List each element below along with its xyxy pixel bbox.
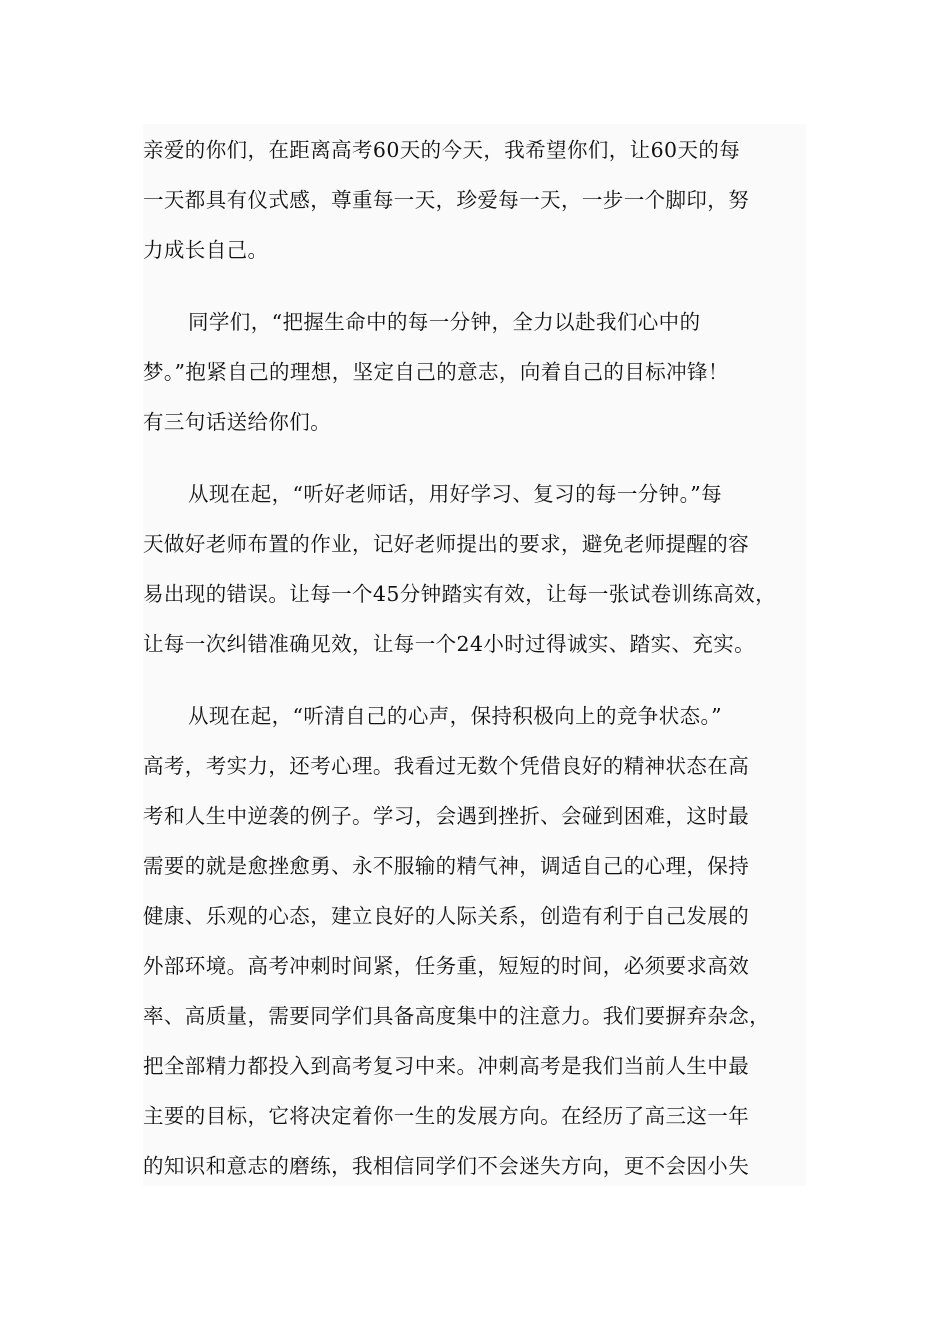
paragraph-line: 高考，考实力，还考心理。我看过无数个凭借良好的精神状态在高 — [143, 754, 750, 778]
paragraph-line: 外部环境。高考冲刺时间紧，任务重，短短的时间，必须要求高效 — [143, 954, 750, 978]
paragraph-line: 亲爱的你们，在距离高考60天的今天，我希望你们，让60天的每 — [143, 138, 741, 162]
paragraph-line: 健康、乐观的心态，建立良好的人际关系，创造有利于自己发展的 — [143, 904, 750, 928]
paragraph-line: 率、高质量，需要同学们具备高度集中的注意力。我们要摒弃杂念， — [143, 1004, 770, 1028]
paragraph-line: 需要的就是愈挫愈勇、永不服输的精气神，调适自己的心理，保持 — [143, 854, 750, 878]
paragraph-line: 从现在起，“听清自己的心声，保持积极向上的竞争状态。” — [188, 704, 723, 728]
paragraph-line: 考和人生中逆袭的例子。学习，会遇到挫折、会碰到困难，这时最 — [143, 804, 750, 828]
paragraph-line: 有三句话送给你们。 — [143, 410, 332, 434]
paragraph-line: 一天都具有仪式感，尊重每一天，珍爱每一天，一步一个脚印，努 — [143, 188, 750, 212]
text-block — [143, 124, 806, 1186]
paragraph-line: 易出现的错误。让每一个45分钟踏实有效，让每一张试卷训练高效， — [143, 582, 776, 606]
paragraph-line: 从现在起，“听好老师话，用好学习、复习的每一分钟。”每 — [188, 482, 723, 506]
paragraph-line: 同学们，“把握生命中的每一分钟，全力以赴我们心中的 — [188, 310, 701, 334]
paragraph-line: 天做好老师布置的作业，记好老师提出的要求，避免老师提醒的容 — [143, 532, 750, 556]
paragraph-line: 主要的目标，它将决定着你一生的发展方向。在经历了高三这一年 — [143, 1104, 750, 1128]
paragraph-line: 把全部精力都投入到高考复习中来。冲刺高考是我们当前人生中最 — [143, 1054, 750, 1078]
paragraph-line: 让每一次纠错准确见效，让每一个24小时过得诚实、踏实、充实。 — [143, 632, 756, 656]
paragraph-line: 的知识和意志的磨练，我相信同学们不会迷失方向，更不会因小失 — [143, 1154, 750, 1178]
paragraph-line: 梦。”抱紧自己的理想，坚定自己的意志，向着自己的目标冲锋！ — [143, 360, 729, 384]
paragraph-line: 力成长自己。 — [143, 238, 269, 262]
